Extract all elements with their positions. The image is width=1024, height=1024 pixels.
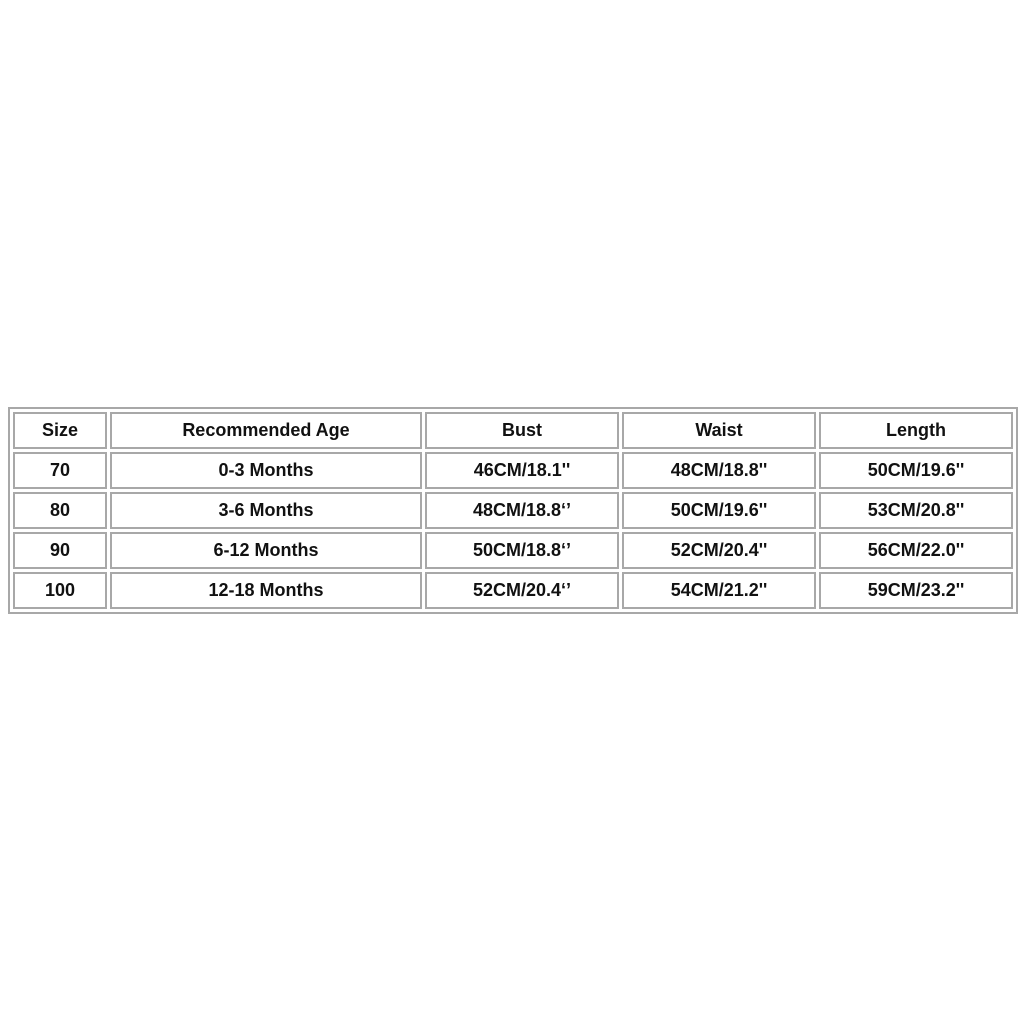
cell-size: 90 [13,532,107,569]
header-recommended-age: Recommended Age [110,412,422,449]
header-bust: Bust [425,412,619,449]
cell-size: 100 [13,572,107,609]
cell-recommended-age: 3-6 Months [110,492,422,529]
cell-length: 50CM/19.6'' [819,452,1013,489]
table-row [13,572,1013,609]
table-row [13,492,1013,529]
cell-size: 70 [13,452,107,489]
header-waist: Waist [622,412,816,449]
size-table [8,407,1018,614]
cell-bust: 46CM/18.1'' [425,452,619,489]
cell-recommended-age: 0-3 Months [110,452,422,489]
table-row [13,532,1013,569]
size-chart [8,407,1014,614]
header-length: Length [819,412,1013,449]
cell-recommended-age: 12-18 Months [110,572,422,609]
cell-waist: 52CM/20.4'' [622,532,816,569]
cell-length: 59CM/23.2'' [819,572,1013,609]
cell-bust: 50CM/18.8‘’ [425,532,619,569]
cell-bust: 52CM/20.4‘’ [425,572,619,609]
header-row [13,412,1013,449]
cell-bust: 48CM/18.8‘’ [425,492,619,529]
cell-waist: 50CM/19.6'' [622,492,816,529]
cell-length: 53CM/20.8'' [819,492,1013,529]
table-row [13,452,1013,489]
cell-length: 56CM/22.0'' [819,532,1013,569]
header-size: Size [13,412,107,449]
cell-size: 80 [13,492,107,529]
cell-recommended-age: 6-12 Months [110,532,422,569]
cell-waist: 48CM/18.8'' [622,452,816,489]
cell-waist: 54CM/21.2'' [622,572,816,609]
